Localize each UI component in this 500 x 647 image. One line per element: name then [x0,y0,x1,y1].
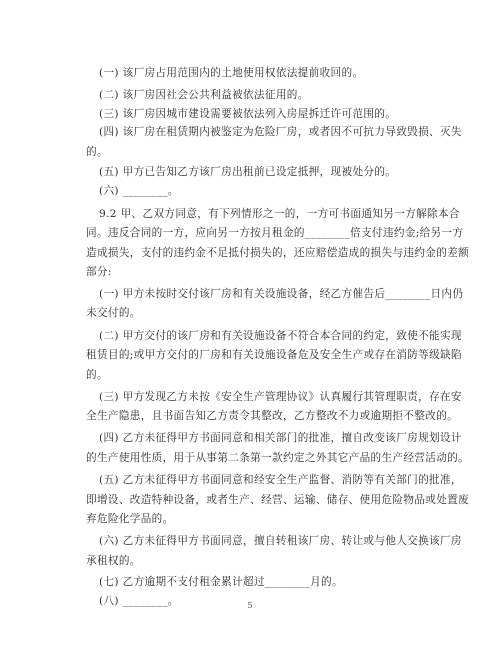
text-line: (三) 甲方发现乙方未按《安全生产管理协议》认真履行其管理职责，存在安 [99,391,462,403]
text-line: (七) 乙方逾期不支付租金累计超过________月的。 [99,576,343,588]
text-line: (六) 乙方未征得甲方书面同意，擅自转租该厂房、转让或与他人交换该厂房 [99,535,462,547]
text-line: 租赁目的;或甲方交付的厂房和有关设施设备危及安全生产或存在消防等级缺陷 [86,349,463,361]
text-line: (四) 乙方未征得甲方书面同意和相关部门的批准，擅自改变该厂房规划设计 [99,432,462,444]
text-line: 的。 [86,146,108,158]
page-number: 5 [247,601,253,611]
text-line: (五) 甲方已告知乙方该厂房出租前已设定抵押，现被处分的。 [99,166,397,178]
text-line: 未交付的。 [86,307,141,319]
text-line: (二) 甲方交付的该厂房和有关设施设备不符合本合同的约定，致使不能实现 [99,330,462,342]
text-line: 全生产隐患，且书面告知乙方责令其整改，乙方整改不力或逾期拒不整改的。 [86,410,459,422]
text-line: (四) 该厂房在租赁期内被鉴定为危险厂房，或者因不可抗力导致毁损、灭失 [99,126,462,138]
text-line: (一) 甲方未按时交付该厂房和有关设施设备，经乙方催告后________日内仍 [99,288,464,300]
text-line: 部分: [86,266,112,278]
text-line: 的生产使用性质，用于从事第二条第一款约定之外其它产品的生产经营活动的。 [86,452,470,464]
text-line: 即增设、改造特种设备，或者生产、经营、运输、储存、使用危险物品或处置废 [86,494,470,506]
text-line: (六) ________。 [99,185,179,197]
text-line: (三) 该厂房因城市建设需要被依法列入房屋拆迁许可范围的。 [99,108,397,120]
text-line: (八) ________。 [99,595,179,607]
text-line: 造成损失，支付的违约金不足抵付损失的，还应赔偿造成的损失与违约金的差额 [86,247,470,259]
text-line: 承租权的。 [86,555,141,567]
text-line: 的。 [86,369,108,381]
text-line: (五) 乙方未征得甲方书面同意和经安全生产监督、消防等有关部门的批准， [99,474,462,486]
text-line: (一) 该厂房占用范围内的土地使用权依法提前收回的。 [99,67,364,79]
text-line: 弃危险化学品的。 [86,513,174,525]
text-line: (二) 该厂房因社会公共利益被依法征用的。 [99,89,309,101]
text-line: 9.2 甲、乙双方同意，有下列情形之一的，一方可书面通知另一方解除本合 [99,208,460,220]
text-line: 同。违反合同的一方，应向另一方按月租金的________倍支付违约金;给另一方 [86,227,464,239]
